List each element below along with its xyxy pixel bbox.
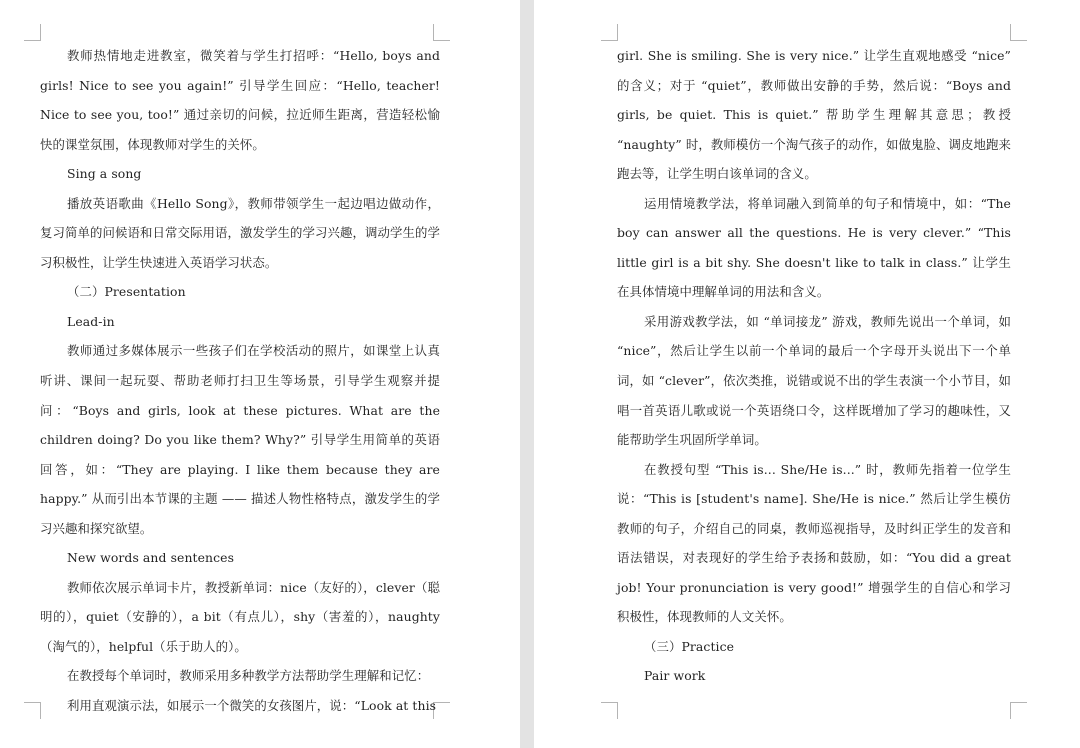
section-heading: Pair work	[644, 668, 706, 684]
section-heading: Sing a song	[67, 166, 142, 182]
section-heading: （二）Presentation	[67, 284, 186, 300]
margin-corner-mark	[1010, 24, 1027, 41]
margin-corner-mark	[433, 24, 450, 41]
document-page-right	[534, 0, 1080, 748]
paragraph: 在教授句型 “This is... She/He is...” 时，教师先指着一位学生说：“This is [student's name]. She/He is nice.” 然后让学生模仿教师的句子，介绍自己的同桌，教师巡视指导，及时纠正学生的发音和语法错误，对表现好的学生给予表扬和鼓励，如：“You did a great job! Your pronunciation is very good!” 增强学生的自信心和学习积极性，体现教师的人文关怀。	[617, 461, 1011, 625]
paragraph: 运用情境教学法，将单词融入到简单的句子和情境中，如：“The boy can answer all the questions. He is very clever.” “This little girl is a bit shy. She doesn't like to talk in class.” 让学生在具体情境中理解单词的用法和含义。	[617, 195, 1011, 300]
paragraph: 采用游戏教学法，如 “单词接龙” 游戏，教师先说出一个单词，如 “nice”，然后让学生以前一个单词的最后一个字母开头说出下一个单词，如 “clever”，依次类推，说错或说不出的学生表演一个小节目，如唱一首英语儿歌或说一个英语绕口令，这样既增加了学习的趣味性，又能帮助学生巩固所学单词。	[617, 313, 1011, 448]
paragraph: girl. She is smiling. She is very nice.” 让学生直观地感受 “nice” 的含义；对于 “quiet”，教师做出安静的手势，然后说：“Boys and girls, be quiet. This is quiet.” 帮助学生理解其意思；教授 “naughty” 时，教师模仿一个淘气孩子的动作，如做鬼脸、调皮地跑来跑去等，让学生明白该单词的含义。	[617, 48, 1011, 182]
paragraph: 在教授每个单词时，教师采用多种教学方法帮助学生理解和记忆：	[67, 668, 430, 684]
margin-corner-mark	[1010, 702, 1027, 719]
page-text-body	[40, 41, 440, 721]
paragraph: 教师通过多媒体展示一些孩子们在学校活动的照片，如课堂上认真听讲、课间一起玩耍、帮助老师打扫卫生等场景，引导学生观察并提问：“Boys and girls, look at these pictures. What are the children doing? Do you like them? Why?” 引导学生用简单的英语回答，如：“They are playing. I like them because they are happy.” 从而引出本节课的主题 —— 描述人物性格特点，激发学生的学习兴趣和探究欲望。	[40, 343, 440, 536]
page-text-body	[617, 41, 1011, 691]
paragraph: 播放英语歌曲《Hello Song》，教师带领学生一起边唱边做动作，复习简单的问候语和日常交际用语，激发学生的学习兴趣，调动学生的学习积极性，让学生快速进入英语学习状态。	[40, 195, 440, 270]
paragraph: 教师依次展示单词卡片，教授新单词：nice（友好的），clever（聪明的），quiet（安静的），a bit（有点儿），shy（害羞的），naughty（淘气的），helpful（乐于助人的）。	[40, 579, 440, 654]
margin-corner-mark	[24, 24, 41, 41]
section-heading: （三）Practice	[644, 638, 735, 654]
section-heading: New words and sentences	[67, 550, 235, 566]
section-heading: Lead-in	[67, 313, 115, 329]
document-page-left	[0, 0, 520, 748]
margin-corner-mark	[601, 24, 618, 41]
paragraph: 利用直观演示法，如展示一个微笑的女孩图片，说：“Look at this	[67, 698, 437, 714]
margin-corner-mark	[601, 702, 618, 719]
margin-corner-mark	[24, 702, 41, 719]
paragraph: 教师热情地走进教室，微笑着与学生打招呼：“Hello, boys and girls! Nice to see you again!” 引导学生回应：“Hello, teacher! Nice to see you, too!” 通过亲切的问候，拉近师生距离，营造轻松愉快的课堂氛围，体现教师对学生的关怀。	[40, 48, 440, 152]
